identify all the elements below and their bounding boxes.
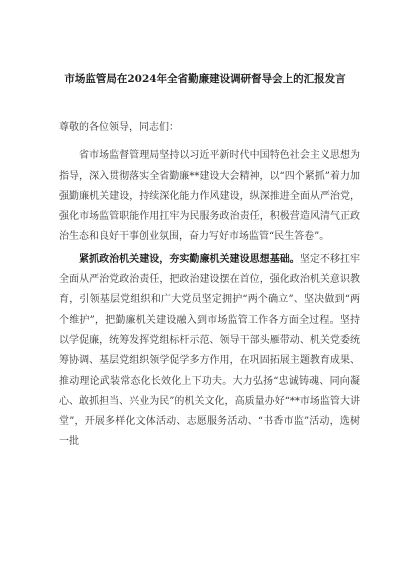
paragraph-1 bbox=[59, 146, 360, 247]
greeting: 尊敬的各位领导，同志们： bbox=[59, 122, 179, 133]
paragraph-1-text: 省市场监督管理局坚持以习近平新时代中国特色社会主义思想为指导，深入贯彻落实全省勤廉**建设大会精神，以“四个紧抓”着力加强勤廉机关建设，持续深化能力作风建设，纵深推进全面从严治党，强化市场监管职能作用扛牢为民服务政治责任，积极营造风清气正政治生态和良好干事创业氛围，奋力写好市场监管“民生答卷”。 bbox=[59, 150, 360, 243]
paragraph-2-text: 坚定不移扛牢全面从严治党政治责任，把政治建设摆在首位，强化政治机关意识教育，引领基层党组织和广大党员坚定拥护“两个确立”、坚决做到“两个维护”，把勤廉机关建设融入到市场监管工作各方面全过程。坚持以学促廉，统筹发挥党组标杆示范、领导干部头雁带动、机关党委统筹协调、基层党组织领学促学多方作用，在巩固拓展主题教育成果、推动理论武装常态化长效化上下功夫。大力弘扬“忠诚铸魂、同向凝心、敢抓担当、兴业为民”的机关文化，高质量办好“**市场监管大讲堂”，开展多样化文体活动、志愿服务活动、“书香市监”活动，选树一批 bbox=[59, 253, 361, 448]
paragraph-2-lead: 紧抓政治机关建设，夯实勤廉机关建设思想基础。 bbox=[79, 253, 300, 265]
paragraph-2 bbox=[59, 250, 360, 453]
document-body bbox=[59, 118, 360, 453]
document-title: 市场监管局在2024年全省勤廉建设调研督导会上的汇报发言 bbox=[64, 73, 346, 85]
